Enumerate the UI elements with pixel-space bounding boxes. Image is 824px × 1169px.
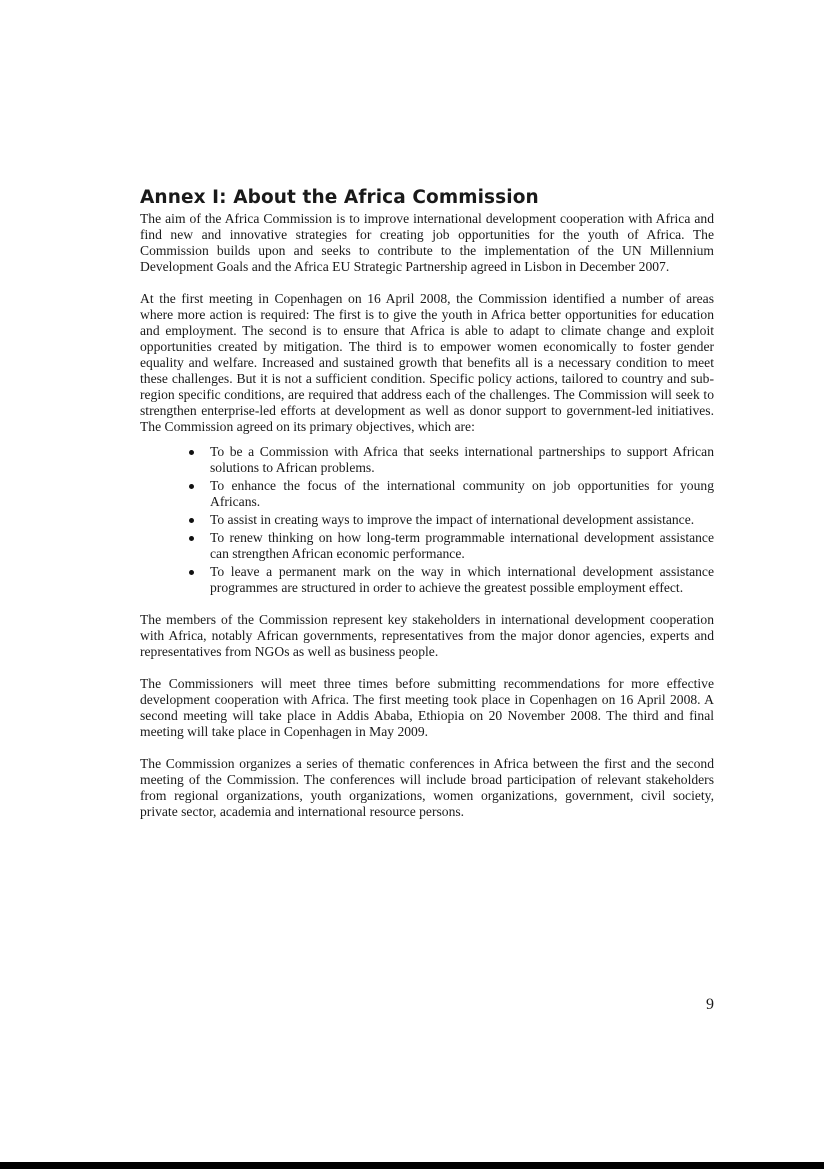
list-item: To be a Commission with Africa that seeks international partnerships to support African solutions to African problems.	[210, 444, 714, 475]
paragraph-first-meeting: At the first meeting in Copenhagen on 16 April 2008, the Commission identified a number of areas where more action is required: The first is to give the youth in Africa better opportunities for education and employment. The second is to ensure that Africa is able to adapt to climate change and exploit opportunities created by mitigation. The third is to empower women economically to foster gender equality and welfare. Increased and sustained growth that benefits all is a necessary condition to meet these challenges. But it is not a sufficient condition. Specific policy actions, tailored to country and sub-region specific conditions, are required that address each of the challenges. The Commission will seek to strengthen enterprise-led efforts at development as well as donor support to government-led initiatives. The Commission agreed on its primary objectives, which are:	[140, 291, 714, 434]
page-number: 9	[706, 996, 714, 1013]
list-item: To renew thinking on how long-term programmable international development assistance can strengthen African economic performance.	[210, 530, 714, 561]
list-item: To assist in creating ways to improve the impact of international development assistance.	[210, 512, 714, 528]
document-body	[140, 187, 714, 836]
paragraph-conferences: The Commission organizes a series of thematic conferences in Africa between the first and the second meeting of the Commission. The conferences will include broad participation of relevant stakeholders from regional organizations, youth organizations, women organizations, government, civil society, private sector, academia and international resource persons.	[140, 756, 714, 819]
paragraph-intro: The aim of the Africa Commission is to improve international development cooperation with Africa and find new and innovative strategies for creating job opportunities for the youth of Africa. The Commission builds upon and seeks to contribute to the implementation of the UN Millennium Development Goals and the Africa EU Strategic Partnership agreed in Lisbon in December 2007.	[140, 211, 714, 274]
list-item: To enhance the focus of the international community on job opportunities for young Africans.	[210, 478, 714, 509]
bottom-border	[0, 1162, 824, 1169]
page-title: Annex I: About the Africa Commission	[140, 187, 539, 208]
paragraph-meetings: The Commissioners will meet three times before submitting recommendations for more effective development cooperation with Africa. The first meeting took place in Copenhagen on 16 April 2008. A second meeting will take place in Addis Ababa, Ethiopia on 20 November 2008. The third and final meeting will take place in Copenhagen in May 2009.	[140, 676, 714, 739]
paragraph-members: The members of the Commission represent key stakeholders in international development cooperation with Africa, notably African governments, representatives from the major donor agencies, experts and representatives from NGOs as well as business people.	[140, 612, 714, 659]
objectives-list	[140, 444, 714, 596]
list-item: To leave a permanent mark on the way in which international development assistance programmes are structured in order to achieve the greatest possible employment effect.	[210, 564, 714, 595]
